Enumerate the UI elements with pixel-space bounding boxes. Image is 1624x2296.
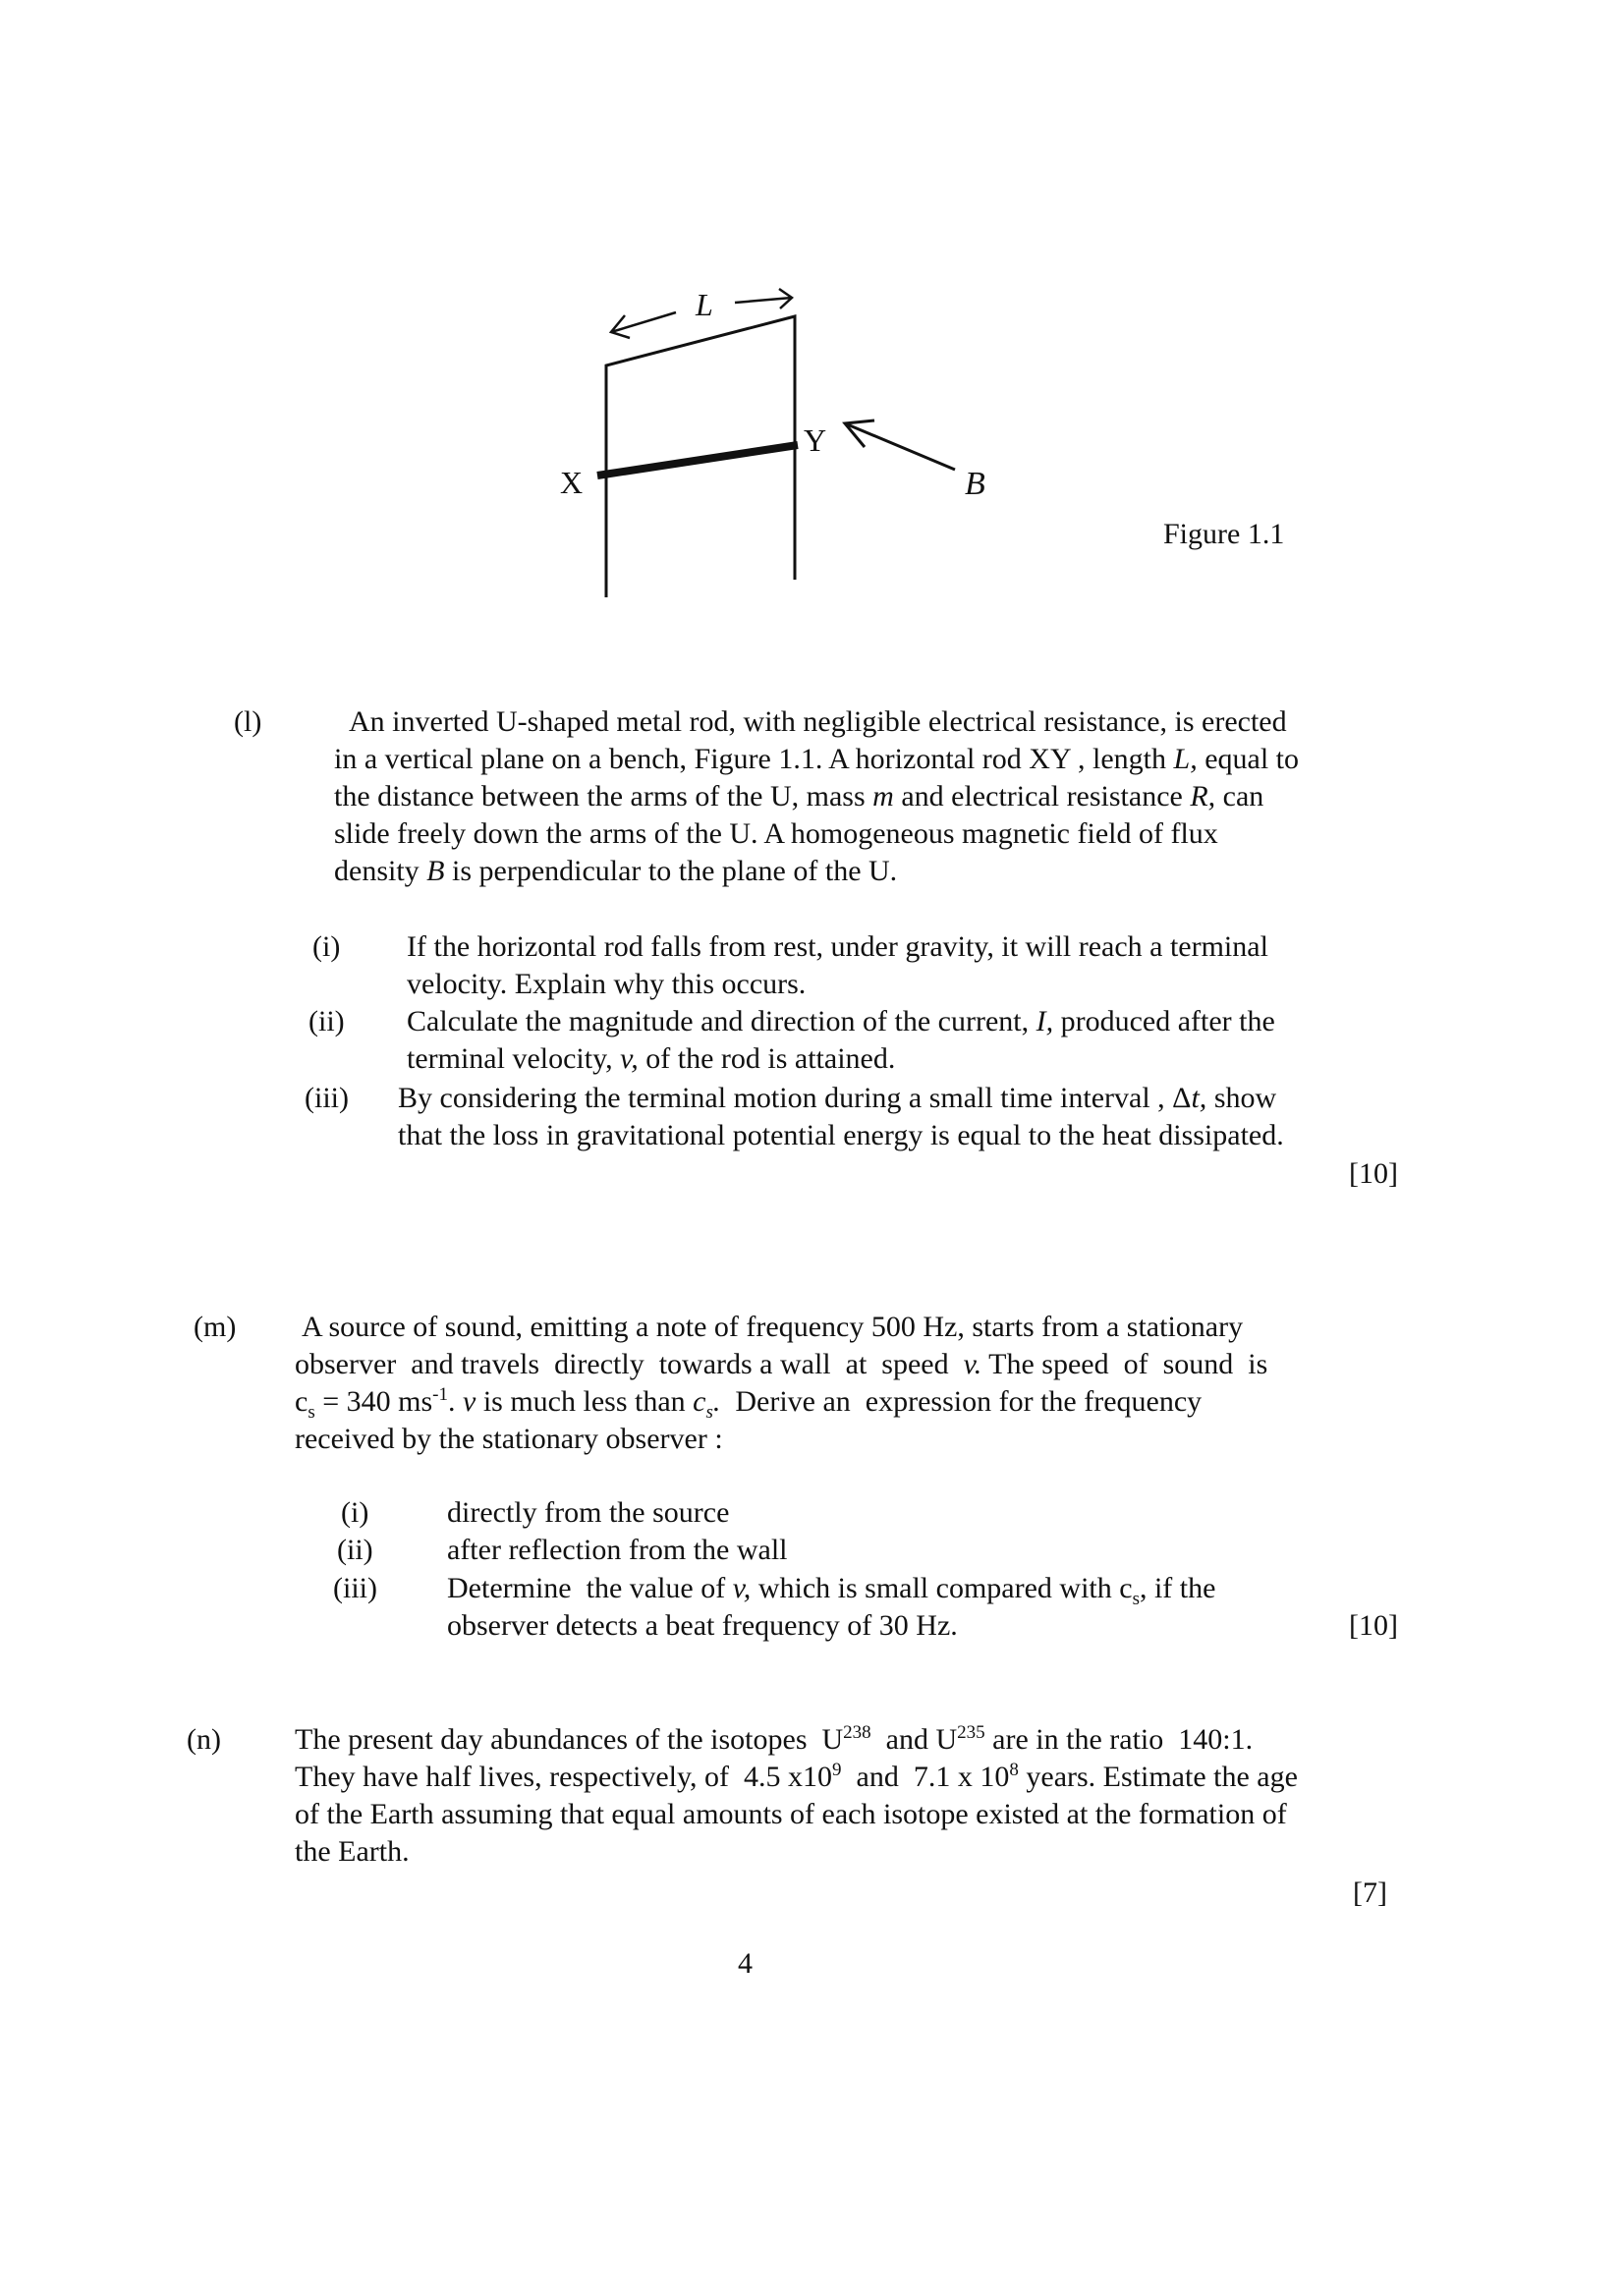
figure-1-1-diagram (0, 0, 1624, 688)
q-l-line-5: density B is perpendicular to the plane of the U. (334, 855, 898, 887)
question-label-m: (m) (194, 1311, 237, 1343)
q-l-part-ii-line-1: Calculate the magnitude and direction of the current, I, produced after the (407, 1005, 1275, 1037)
length-arrow-left (611, 312, 676, 332)
q-l-part-ii-line-2: terminal velocity, v, of the rod is attained. (407, 1042, 896, 1075)
q-l-part-iii-label: (iii) (305, 1082, 349, 1114)
length-label: L (696, 287, 713, 322)
q-m-part-i-line-1: directly from the source (447, 1496, 730, 1529)
q-l-line-3: the distance between the arms of the U, mass m and electrical resistance R, can (334, 780, 1264, 812)
q-l-line-1: An inverted U-shaped metal rod, with negligible electrical resistance, is erected (349, 705, 1287, 738)
q-m-line-3: $c_s = 340$ $ms^{-1}$. v is much less than $c_s$. Derive an expression for the frequency (295, 1384, 1203, 1423)
page-number: 4 (738, 1947, 753, 1980)
question-label-l: (l) (234, 705, 262, 738)
q-n-line-4: the Earth. (295, 1835, 410, 1868)
q-l-part-i-label: (i) (312, 930, 341, 963)
field-label: B (965, 466, 985, 502)
q-l-line-4: slide freely down the arms of the U. A homogeneous magnetic field of flux (334, 817, 1218, 850)
q-l-part-ii-label: (ii) (308, 1005, 345, 1037)
question-label-n: (n) (187, 1723, 221, 1756)
q-n-marks: [7] (1353, 1876, 1387, 1909)
q-m-line-2: observer and travels directly towards a wall at speed v. The speed of sound is (295, 1348, 1268, 1380)
q-l-line-2: in a vertical plane on a bench, Figure 1.1. A horizontal rod XY , length L, equal to (334, 743, 1300, 775)
q-l-part-iii-line-2: that the loss in gravitational potential energy is equal to the heat dissipated. (398, 1119, 1284, 1151)
q-m-part-iii-line-1: Determine the value of v, which is small compared with $c_s$, if the (447, 1572, 1216, 1609)
q-n-line-3: of the Earth assuming that equal amounts of each isotope existed at the formation of (295, 1798, 1287, 1830)
q-m-part-ii-label: (ii) (337, 1534, 373, 1566)
q-n-line-2: They have half lives, respectively, of 4.5 $x10^9$ and 7.1 x $10^8$ years. Estimate the age (295, 1760, 1298, 1793)
figure-caption: Figure 1.1 (1163, 518, 1285, 550)
q-l-part-i-line-2: velocity. Explain why this occurs. (407, 968, 807, 1000)
q-m-part-iii-label: (iii) (333, 1572, 377, 1604)
q-l-marks: [10] (1349, 1157, 1398, 1190)
field-arrow (845, 423, 955, 470)
q-l-part-i-line-1: If the horizontal rod falls from rest, under gravity, it will reach a terminal (407, 930, 1268, 963)
length-arrow-right (735, 298, 792, 303)
q-m-part-ii-line-1: after reflection from the wall (447, 1534, 788, 1566)
q-m-part-iii-line-2: observer detects a beat frequency of 30 Hz. (447, 1609, 958, 1642)
q-m-line-1: A source of sound, emitting a note of frequency 500 Hz, starts from a stationary (302, 1311, 1244, 1343)
q-m-part-i-label: (i) (341, 1496, 369, 1529)
q-m-line-4: received by the stationary observer : (295, 1423, 723, 1455)
q-m-marks: [10] (1349, 1609, 1398, 1642)
q-n-line-1: The present day abundances of the isotopes $U^{238}$ and $U^{235}$ are in the ratio 140:1. (295, 1722, 1254, 1756)
x-label: X (560, 465, 584, 500)
rod-xy (597, 445, 798, 476)
q-l-part-iii-line-1: By considering the terminal motion during a small time interval , Δt, show (398, 1082, 1277, 1114)
y-label: Y (804, 422, 827, 458)
